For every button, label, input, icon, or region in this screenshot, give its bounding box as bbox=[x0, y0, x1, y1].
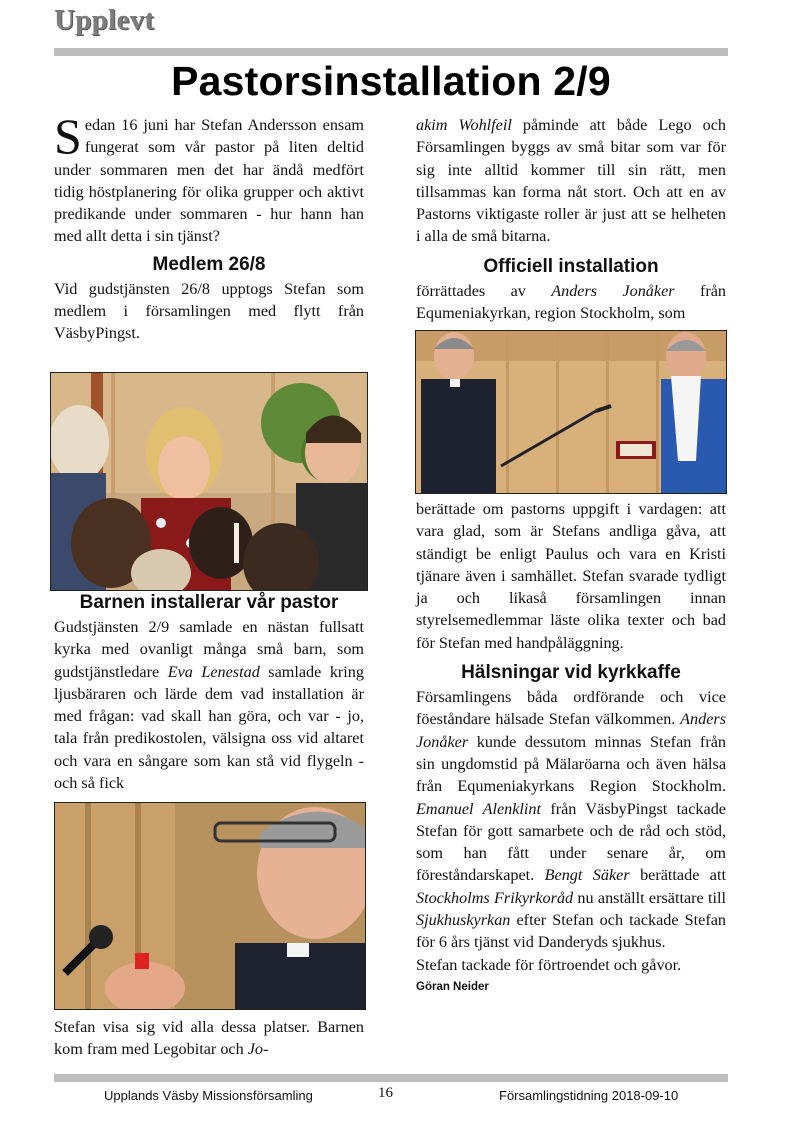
article-title: Pastorsinstallation 2/9 bbox=[171, 58, 611, 104]
children-paragraph: Gudstjänsten 2/9 samlade en nästan fullsatt kyrka med ovanligt många små barn, som gudstjänstledare Eva Lenestad samlade kring ljusbäraren och lärde dem vad installation är med frågan: vad skall han göra, och var - jo, tala från predikostolen, välsigna oss vid altaret och vara en sångare som kan stå vid flygeln - och så fick bbox=[54, 618, 364, 793]
stefan-paragraph: Stefan visa sig vid alla dessa platser. Barnen kom fram med Legobitar och Jo- bbox=[54, 1018, 364, 1059]
greetings-paragraph: Församlingens båda ordförande och vice föeståndare hälsade Stefan välkommen. Anders Jonåker kunde dessutom minnas Stefan från sin ungdomstid på Mälaröarna och även hälsa från Equmeniakyrkans Region Stockholm. Emanuel Alenklint från VäsbyPingst tackade Stefan för gott samarbete och de råd och stöd, som han fått under senare år, om föreståndarskapet. Bengt Säker berättade att Stockholms Frikyrkoråd nu anställt ersättare till Sjukhuskyrkan efter Stefan och tackade Stefan för 6 års tjänst vid Danderyds sjukhus. bbox=[416, 688, 726, 952]
right-column-middle bbox=[416, 498, 726, 998]
thanks-paragraph: Stefan tackade för förtroendet och gåvor. bbox=[416, 955, 682, 974]
bottom-rule bbox=[54, 1074, 728, 1082]
left-column-bottom bbox=[54, 1016, 364, 1061]
task-paragraph: berättade om pastorns uppgift i vardagen: att vara glad, som är Stefans andliga gåva, att ständigt be enligt Paulus och vara en Kristi tjänare även i samhället. Stefan svarade tydligt ja och likaså församlingen innan styrelsemedlemmar läste olika texter och bad för Stefan med handpåläggning. bbox=[416, 500, 726, 652]
section-label: Upplevt bbox=[54, 4, 155, 36]
photo-children-gathering bbox=[50, 372, 368, 591]
author-byline: Göran Neider bbox=[416, 980, 489, 993]
right-column-top bbox=[416, 114, 726, 324]
left-column-top bbox=[54, 108, 364, 345]
photo-installation bbox=[415, 330, 727, 494]
heading-medlem: Medlem 26/8 bbox=[152, 253, 266, 275]
lego-paragraph: akim Wohlfeil påminde att både Lego och Församlingen byggs av små bitar som var för sig inte alltid kommer till sin rätt, men tillsammas kan forma nåt stort. Och att en av Pastorns viktigaste roller är just att se helheten i alla de små bitarna. bbox=[416, 116, 727, 246]
footer-organization: Upplands Väsby Missionsförsamling bbox=[104, 1088, 313, 1103]
installation-paragraph: förrättades av Anders Jonåker från Equmeniakyrkan, region Stockholm, som bbox=[416, 281, 726, 323]
footer-publication: Församlingstidning 2018-09-10 bbox=[499, 1088, 679, 1103]
photo-pastor-lego bbox=[54, 802, 366, 1010]
intro-paragraph: Sedan 16 juni har Stefan Andersson ensam fungerat som vår pastor på liten deltid under sommaren men det har ändå medfört tidig höstplanering för olika grupper och aktivt predikande under sommaren - hur hann han med allt detta i sin tjänst? bbox=[54, 108, 364, 246]
member-paragraph: Vid gudstjänsten 26/8 upptogs Stefan som medlem i församlingen med flytt från VäsbyPingst. bbox=[54, 279, 364, 343]
left-column-middle bbox=[54, 590, 364, 794]
drop-cap: S bbox=[54, 108, 82, 164]
heading-barnen: Barnen installerar vår pastor bbox=[79, 592, 339, 613]
heading-halsningar: Hälsningar vid kyrkkaffe bbox=[461, 662, 681, 684]
heading-officiell: Officiell installation bbox=[483, 255, 659, 277]
top-rule bbox=[54, 48, 728, 56]
page-number: 16 bbox=[378, 1085, 393, 1101]
